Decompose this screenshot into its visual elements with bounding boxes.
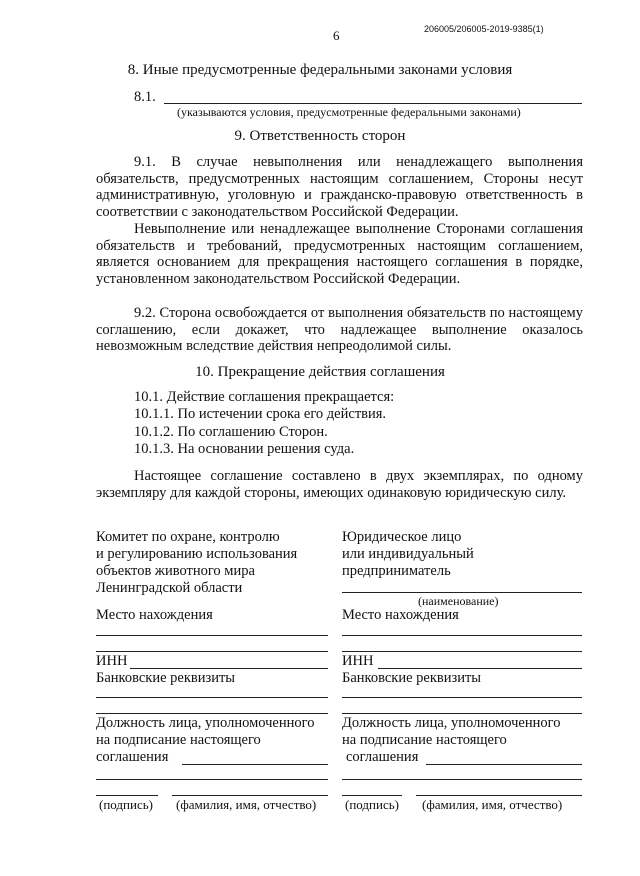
right-sign-line [342, 795, 402, 796]
left-sign-caption: (подпись) [99, 797, 153, 812]
document-id: 206005/206005-2019-9385(1) [424, 24, 544, 34]
right-location-line-1 [342, 635, 582, 636]
paragraph-9-1: 9.1. В случае невыполнения или ненадлежащего выполнения обязательств, предусмотренных настоящим соглашением, Стороны несут административную, уголовную и гражданско-правовую ответственность в соответствии с законодательством Российской Федерации. [96, 154, 583, 221]
left-bank-label: Банковские реквизиты [96, 670, 236, 686]
right-party-name-1: Юридическое лицо [342, 529, 462, 545]
item-8-1-line [164, 103, 582, 104]
left-bank-line-2 [96, 713, 328, 714]
right-sign-caption: (подпись) [345, 797, 399, 812]
right-fio-caption: (фамилия, имя, отчество) [422, 797, 563, 812]
left-fio-line [172, 795, 328, 796]
right-name-line [342, 592, 582, 593]
left-position-2: на подписание настоящего [96, 732, 261, 748]
paragraph-9-1-cont: Невыполнение или ненадлежащее выполнение Сторонами соглашения обязательств и требований, предусмотренных настоящим соглашением, является основанием для прекращения настоящего соглашения в порядке, установленном законодательством Российской Федерации. [96, 221, 583, 288]
right-location-line-2 [342, 651, 582, 652]
right-position-line [426, 764, 582, 765]
left-party-name-2: и регулированию использования [96, 546, 298, 562]
right-party-name-3: предприниматель [342, 563, 451, 579]
right-bank-line-1 [342, 697, 582, 698]
item-10-1-3: 10.1.3. На основании решения суда. [134, 441, 355, 457]
left-location-line-2 [96, 651, 328, 652]
left-position-line [182, 764, 328, 765]
paragraph-9-2: 9.2. Сторона освобождается от выполнения обязательств по настоящему соглашению, если докажет, что надлежащее выполнение оказалось невозможным вследствие действия непреодолимой силы. [96, 305, 583, 355]
left-bank-line-1 [96, 697, 328, 698]
left-party-name-3: объектов животного мира [96, 563, 255, 579]
closing-paragraph: Настоящее соглашение составлено в двух экземплярах, по одному экземпляру для каждой стороны, имеющих одинаковую юридическую силу. [96, 468, 583, 501]
right-fio-line [416, 795, 582, 796]
left-position-line-2 [96, 779, 328, 780]
right-name-caption: (наименование) [418, 594, 499, 608]
left-inn-line [130, 668, 328, 669]
right-party-name-2: или индивидуальный [342, 546, 474, 562]
left-position-3: соглашения [96, 749, 169, 765]
left-fio-caption: (фамилия, имя, отчество) [176, 797, 317, 812]
right-position-1: Должность лица, уполномоченного [342, 715, 561, 731]
left-sign-line [96, 795, 158, 796]
right-position-line-2 [342, 779, 582, 780]
left-party-name-1: Комитет по охране, контролю [96, 529, 280, 545]
right-position-2: на подписание настоящего [342, 732, 507, 748]
left-inn-label: ИНН [96, 653, 128, 669]
right-position-3: соглашения [346, 749, 419, 765]
item-10-1-1: 10.1.1. По истечении срока его действия. [134, 406, 387, 422]
page-number: 6 [333, 28, 340, 43]
item-10-1-2: 10.1.2. По соглашению Сторон. [134, 424, 328, 440]
right-bank-label: Банковские реквизиты [342, 670, 482, 686]
right-inn-label: ИНН [342, 653, 374, 669]
item-10-1: 10.1. Действие соглашения прекращается: [134, 389, 395, 405]
section-9-title: 9. Ответственность сторон [234, 128, 406, 144]
left-party-name-4: Ленинградской области [96, 580, 243, 596]
left-location-line-1 [96, 635, 328, 636]
section-8-title: 8. Иные предусмотренные федеральными законами условия [127, 62, 513, 78]
right-bank-line-2 [342, 713, 582, 714]
item-8-1-note: (указываются условия, предусмотренные федеральными законами) [177, 105, 521, 119]
left-position-1: Должность лица, уполномоченного [96, 715, 315, 731]
item-8-1-label: 8.1. [134, 89, 156, 105]
section-10-title: 10. Прекращение действия соглашения [195, 364, 445, 380]
right-inn-line [378, 668, 582, 669]
left-location-label: Место нахождения [96, 607, 213, 623]
right-location-label: Место нахождения [342, 607, 459, 623]
